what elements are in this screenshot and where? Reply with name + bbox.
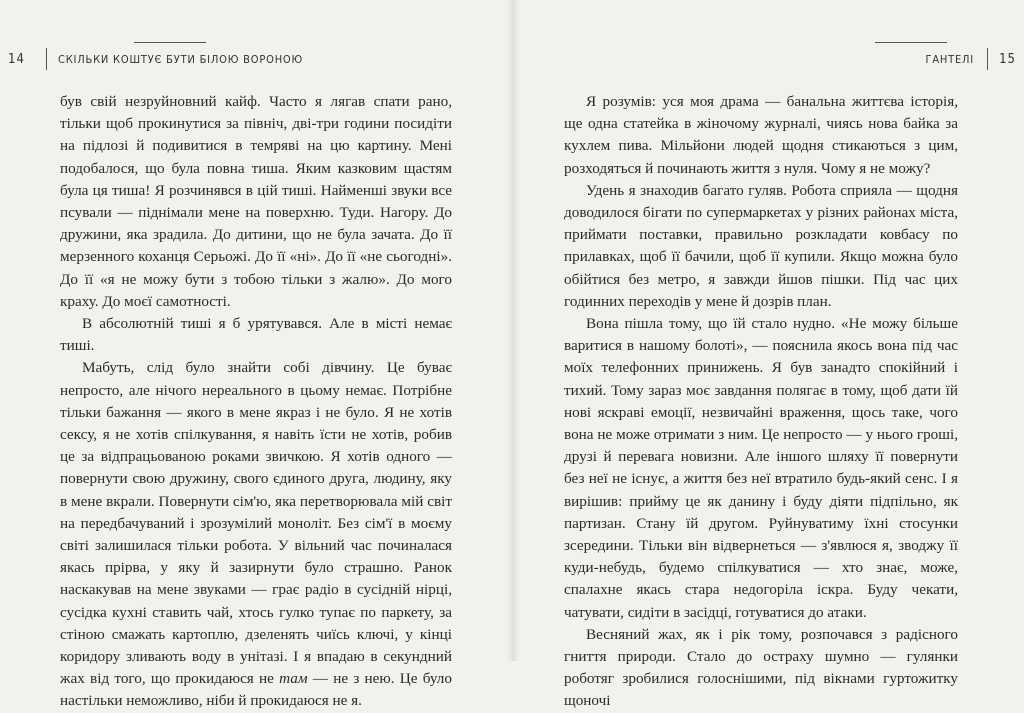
paragraph-text: — не з нею. Це було настільки неможливо, ніби й прокидаюся не я. xyxy=(60,670,452,710)
header-rule xyxy=(134,42,206,43)
right-page-header xyxy=(520,48,1016,70)
paragraph: В абсолютній тиші я б урятувався. Але в місті немає тиші. xyxy=(60,315,452,355)
emphasized-word: там xyxy=(279,670,308,688)
paragraph: Я розумів: уся моя драма — банальна життєва історія, ще одна статейка в жіночому журналі, чиясь нова байка за кухлем пива. Мільйони людей щодня стикаються з цим, розходяться й починають життя з нуля. Чому я не можу? xyxy=(564,93,958,177)
right-page xyxy=(520,0,1024,710)
header-rule xyxy=(875,42,947,43)
header-divider xyxy=(46,48,47,70)
left-page-header xyxy=(8,48,506,70)
book-gutter xyxy=(506,0,520,661)
left-page-body xyxy=(60,91,452,713)
running-title: ГАНТЕЛІ xyxy=(925,53,974,66)
paragraph: Вона пішла тому, що їй стало нудно. «Не можу більше варитися в нашому болоті», — пояснила якось вона під час моїх телефонних принижень. Я був занадто спокійний і тихий. Тому зараз моє завдання полягає в тому, щоб дати їй нові яскраві емоції, незвичайні враження, щось таке, чого вона не може отримати з ним. Це непросто — у нього гроші, друзі й перевага новизни. Але іншого шляху її повернути без неї не існує, а життя без неї втратило будь-який сенс. І я вирішив: прийму це як данину і буду діяти підпільно, як партизан. Стану їй другом. Руйнуватиму їхні стосунки зсередини. Тільки він відвернеться — з'явлюся я, зводжу її куди-небудь, будемо спілкуватися — хто знає, може, спалахне якась стара недогоріла іскра. Буду чекати, чатувати, сидіти в засідці, готуватися до атаки. xyxy=(564,315,958,621)
running-title: СКІЛЬКИ КОШТУЄ БУТИ БІЛОЮ ВОРОНОЮ xyxy=(58,53,304,66)
paragraph: був свій незруйновний кайф. Часто я лягав спати рано, тільки щоб прокинутися за північ, дві-три години посидіти на підлозі й подивитися в темряві на цю картину. Мені подобалося, що була повна тиша. Яким казковим щастям була ця тиша! Я розчинявся в цій тиші. Найменші звуки все псували — піднімали мене на поверхню. Туди. Нагору. До дружини, яка зрадила. До дитини, що не була зачата. До її мерзенного коханця Серьожі. До її «ні». До її «не сьогодні». До її «я не можу бути з тобою тільки з жалю». До мого краху. До моєї самотності. xyxy=(60,93,452,310)
right-page-body xyxy=(564,91,958,713)
paragraph-text: Мабуть, слід було знайти собі дівчину. Це буває непросто, але нічого нереального в цьому немає. Потрібне тільки бажання — якого в мене якраз і не було. Я не хотів сексу, я не хотів спілкування, я навіть їсти не хотів, робив це за відпрацьованою роками звичкою. Я хотів одного — повернути свою дружину, свого єдиного друга, людину, яку в мене вкрали. Повернути сім'ю, яка перетворювала мій світ на передбачуваний і зрозумілий моноліт. Без сім'ї в моєму світі залишилася тільки робота. У вільний час починалася якась прірва, у яку й зазирнути було страшно. Ранок наскакував на мене звуками — грає радіо в сусідній нірці, сусідка кухні ставить чай, хтось гулко тупає по паркету, за стіною смажать картоплю, дзеленять чиїсь ключі, у кінці коридору зливають воду в унітазі. І я впадаю в секундний жах від того, що прокидаюся не xyxy=(60,359,452,688)
paragraph: Удень я знаходив багато гуляв. Робота сприяла — щодня доводилося бігати по супермаркетах у різних районах міста, приймати поставки, правильно розкладати ковбасу по прилавках, щоб її бачили, щоб її купили. Якщо можна було обійтися без метро, я завжди йшов пішки. Під час цих годинних переходів у мене й дозрів план. xyxy=(564,181,958,310)
header-divider xyxy=(987,48,988,70)
page-number: 15 xyxy=(999,52,1016,67)
paragraph xyxy=(60,357,452,712)
left-page xyxy=(0,0,506,710)
page-number: 14 xyxy=(8,52,25,67)
paragraph: Весняний жах, як і рік тому, розпочався з радісного гниття природи. Стало до остраху шумно — гулянки роботяг зробилися голоснішими, під вікнами гуртожитку щоночі xyxy=(564,625,958,710)
